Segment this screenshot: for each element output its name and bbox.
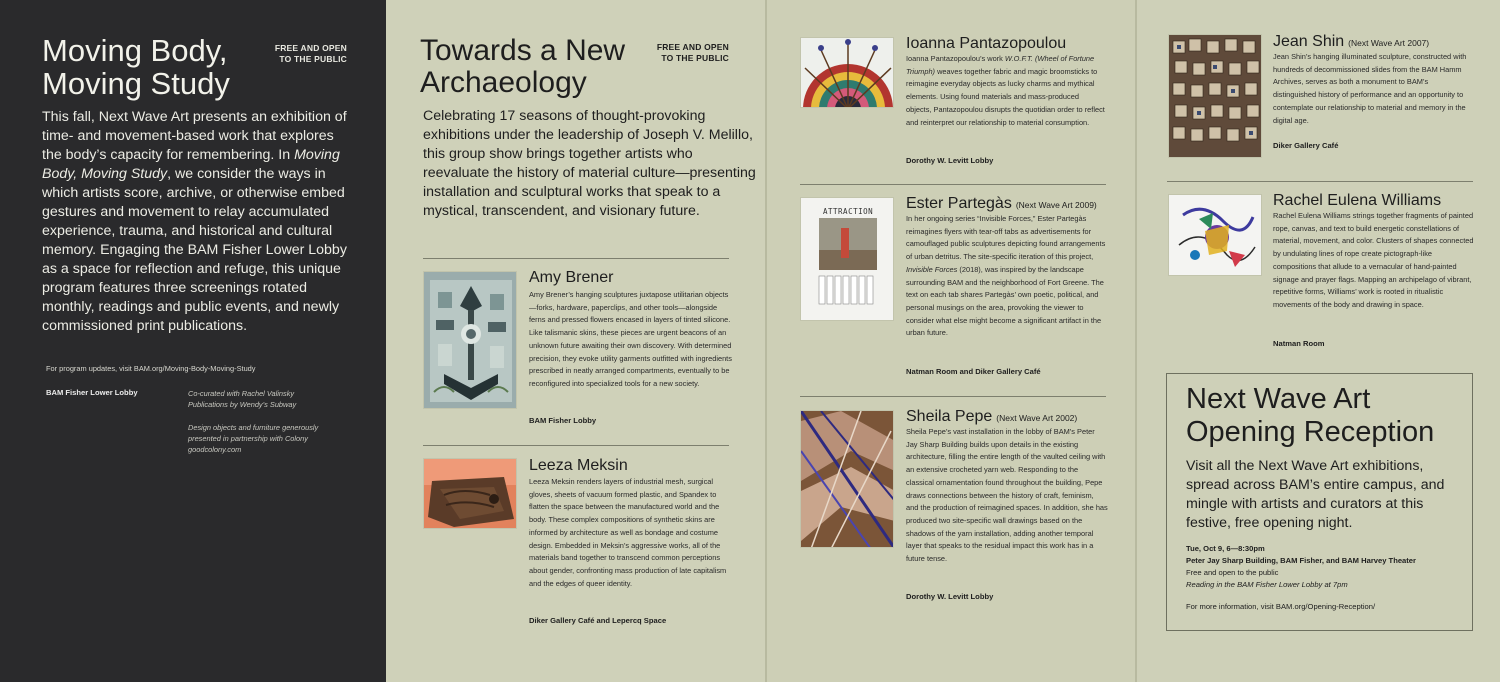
- moving-body-title: [42, 34, 230, 100]
- moving-body-intro: This fall, Next Wave Art presents an exhibition of time- and movement-based work that explores the body’s capacity for remembering. In Moving Body, Moving Study, we consider the ways in which artists score, archive, or otherwise embed gestures and movement to relay accumulated experience, trauma, and historical and cultural memory. Engaging the BAM Fisher Lower Lobby as a space for reflection and refuge, this unique program features three screenings rotated monthly, readings and public events, and newly commissioned print publications.: [42, 109, 347, 334]
- artist-location: Dorothy W. Levitt Lobby: [906, 592, 994, 601]
- fold-line: [765, 0, 767, 682]
- reception-more-info-link[interactable]: For more information, visit BAM.org/Opening-Reception/: [1186, 602, 1376, 611]
- reception-venues: Peter Jay Sharp Building, BAM Fisher, and BAM Harvey Theater: [1186, 556, 1416, 565]
- design-credit: Design objects and furniture generously presented in partnership with Colony goodcolony.com: [188, 423, 319, 454]
- leeza-meksin-image: [423, 458, 517, 529]
- artist-location: Natman Room and Diker Gallery Café: [906, 367, 1041, 376]
- artist-name: Jean Shin (Next Wave Art 2007): [1273, 33, 1430, 50]
- reception-free-note: Free and open to the public: [1186, 568, 1279, 577]
- fold-line: [1135, 0, 1137, 682]
- artist-location: Dorothy W. Levitt Lobby: [906, 156, 994, 165]
- opening-reception-title: Next Wave Art Opening Reception: [1186, 383, 1435, 448]
- divider: [1167, 181, 1473, 182]
- artist-description: In her ongoing series “Invisible Forces,” Ester Partegàs reimagines flyers with tear-off tabs as advertisements for camouflaged public sculptures depicting found arrangements of urban detritus. The site-specific iteration of this project, Invisible Forces (2018), was inspired by the landscape surrounding BAM and the neighborhood of Fort Greene. The text on each tab shares Partegàs’ own poetic, political, and personal musings on the area, provoking the viewer to consider what else might become a significant artifact in the urban future.: [906, 214, 1106, 338]
- divider: [423, 258, 729, 259]
- artist-name: Rachel Eulena Williams: [1273, 192, 1442, 209]
- artist-description: Amy Brener’s hanging sculptures juxtapose utilitarian objects—forks, hardware, paperclips, and other tools—alongside ferns and pressed flowers encased in layers of tinted silicone. Like talismanic skins, these pieces are urgent beacons of an unknown future awaiting their own discovery. With determined precision, they evoke utility garments outfitted with ingredients prescribed in neatly arranged compartments, eventually to be reconfigured into specialized tools for a new society.: [529, 290, 732, 388]
- moving-body-panel: [0, 0, 386, 682]
- divider: [800, 184, 1106, 185]
- flyer-headline: ATTRACTION: [823, 207, 874, 216]
- artist-description: Sheila Pepe’s vast installation in the lobby of BAM’s Peter Jay Sharp Building builds upon details in the existing architecture, filling the entire length of the vaulted ceiling with an extensive crocheted yarn web. Responding to the classical ornamentation found throughout the building, Pepe draws connections between the history of craft, feminism, and the production of reimagined spaces. In addition, she has produced two site-specific wall drawings based on the shadows of the yarn installation, adding another temporal layer that speaks to the residual impact this work has in a future tense.: [906, 427, 1108, 564]
- artist-name: Sheila Pepe (Next Wave Art 2002): [906, 408, 1078, 425]
- exhibition-lead: Celebrating 17 seasons of thought-provoking exhibitions under the leadership of Joseph V. Melillo, this group show brings together artists who reevaluate the history of material culture—presenting installation and sculptural works that speak to a mystical, transcendent, and visionary future.: [423, 108, 756, 219]
- venue-label: BAM Fisher Lower Lobby: [46, 388, 138, 397]
- rachel-eulena-williams-image: [1168, 194, 1262, 276]
- ester-partegas-image: [800, 197, 894, 321]
- artist-location: BAM Fisher Lobby: [529, 416, 597, 425]
- ioanna-pantazopoulou-image: [800, 37, 894, 108]
- reception-reading-note: Reading in the BAM Fisher Lower Lobby at 7pm: [1186, 580, 1348, 589]
- jean-shin-image: [1168, 34, 1262, 158]
- program-updates-link[interactable]: For program updates, visit BAM.org/Moving-Body-Moving-Study: [46, 364, 256, 373]
- artist-location: Diker Gallery Café and Lepercq Space: [529, 616, 667, 625]
- co-curated-credit: Co-curated with Rachel Valinsky Publications by Wendy’s Subway: [188, 389, 297, 409]
- free-and-open-label: FREE AND OPEN TO THE PUBLIC: [656, 42, 729, 63]
- artist-location: Diker Gallery Café: [1273, 141, 1339, 150]
- artist-description: Rachel Eulena Williams strings together fragments of painted rope, canvas, and text to build energetic constellations of material, movement, and color. Clusters of shapes connected by undulating lines of rope create pictograph-like compositions that allude to a vernacular of hand-painted signage and prayer flags. Mapping an archipelago of vibrant, repetitive forms, Williams’ work is rooted in ritualistic movements of the body and drawing in space.: [1273, 211, 1474, 309]
- artist-name: Leeza Meksin: [529, 457, 628, 474]
- artist-description: Jean Shin’s hanging illuminated sculpture, constructed with hundreds of decommissioned slides from the BAM Hamm Archives, serves as both a monument to BAM’s distinguished history of performance and an opportunity to contemplate our relationship to material and memory in the digital age.: [1273, 52, 1467, 125]
- divider: [423, 445, 729, 446]
- artist-description: Ioanna Pantazopoulou’s work W.O.F.T. (Wheel of Fortune Triumph) weaves together fabric and magic broomsticks to reimagine everyday objects as lucky charms and mythical elements. Using found materials and mass-produced objects, Pantazopoulou disrupts the quotidian order to reflect and reinterpret our relationship to material consumption.: [906, 54, 1105, 127]
- artist-name: Amy Brener: [529, 269, 614, 286]
- sheila-pepe-image: [800, 410, 894, 548]
- title-line: Moving Study: [42, 66, 230, 101]
- towards-archaeology-title: Towards a New Archaeology: [420, 34, 626, 99]
- amy-brener-image: [423, 271, 517, 409]
- title-line: Moving Body,: [42, 33, 228, 68]
- divider: [800, 396, 1106, 397]
- artist-location: Natman Room: [1273, 339, 1325, 348]
- artist-name: Ioanna Pantazopoulou: [906, 35, 1067, 52]
- artist-description: Leeza Meksin renders layers of industrial mesh, surgical gloves, sheets of vacuum formed plastic, and Spandex to flatten the space between the manufactured world and the body. These complex compositions of synthetic skins are informed by architecture as well as bondage and costume design. Embedded in Meksin’s aggressive works, all of the materials band together to transcend common perceptions about gender, confronting mass production of late capitalism and the edges of queer identity.: [529, 477, 727, 588]
- opening-reception-lead: Visit all the Next Wave Art exhibitions, spread across BAM’s entire campus, and mingle with artists and curators at this festive, free opening night.: [1186, 458, 1445, 531]
- free-and-open-label: FREE AND OPEN TO THE PUBLIC: [274, 43, 347, 64]
- reception-date: Tue, Oct 9, 6—8:30pm: [1186, 544, 1265, 553]
- artist-name: Ester Partegàs (Next Wave Art 2009): [906, 195, 1097, 212]
